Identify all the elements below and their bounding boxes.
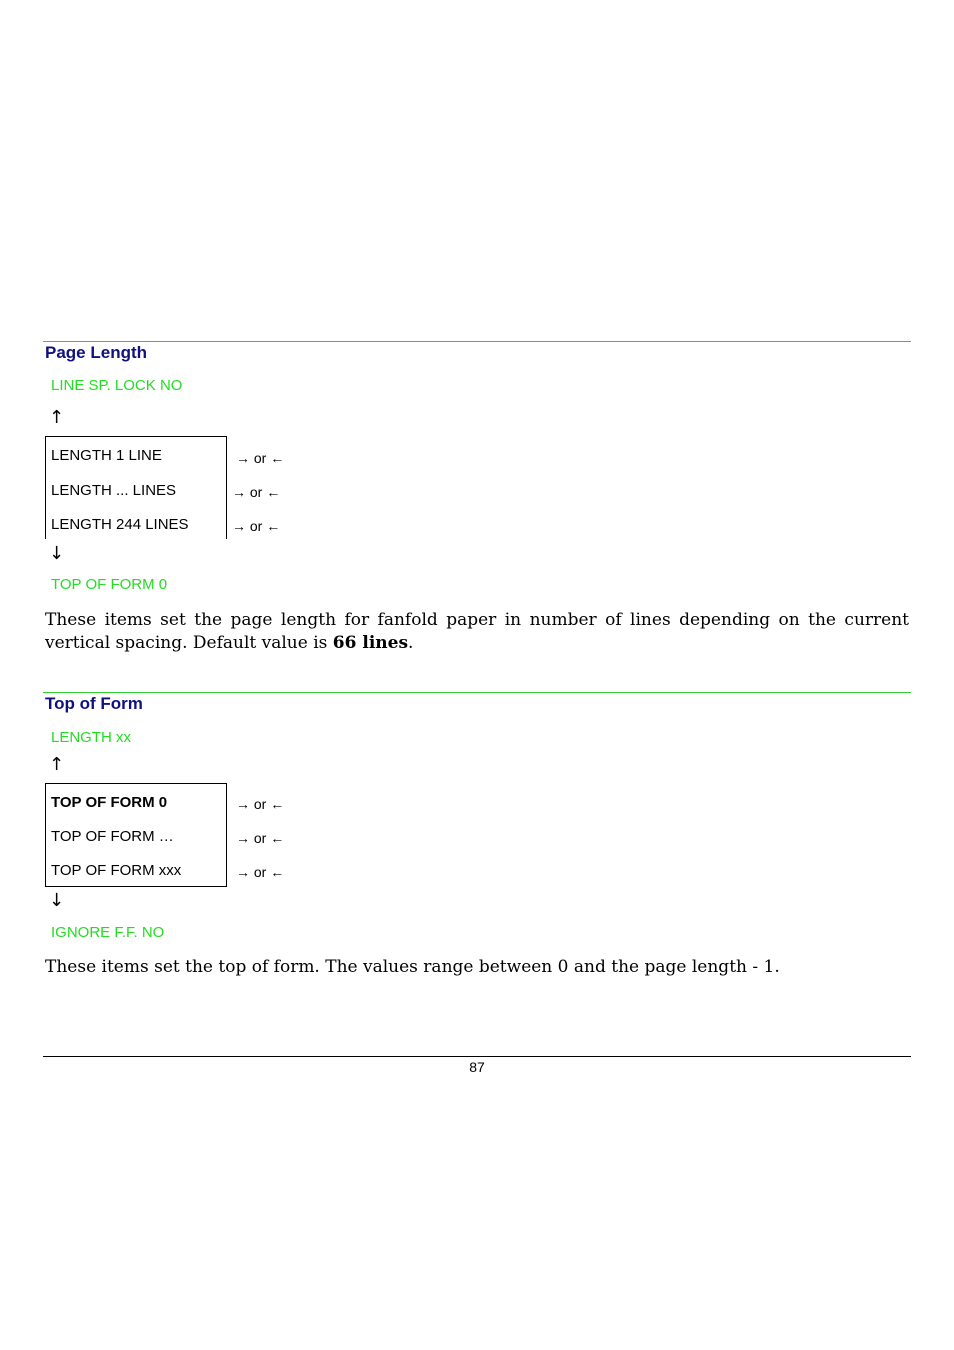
next-menu-item: IGNORE F.F. NO bbox=[51, 924, 165, 941]
section-heading-top-of-form: Top of Form bbox=[45, 694, 143, 713]
next-menu-item: TOP OF FORM 0 bbox=[51, 576, 168, 593]
up-arrow-icon: ↑ bbox=[49, 407, 65, 428]
section-divider-top-of-form bbox=[43, 692, 911, 693]
menu-option-length-244-lines: LENGTH 244 LINES bbox=[51, 516, 189, 533]
section-divider-page-length bbox=[43, 341, 911, 342]
navigation-arrows: → or ← bbox=[236, 796, 285, 812]
page-length-description: These items set the page length for fanfold paper in number of lines depending on the current vertical spacing. Default value is 66 lines. bbox=[45, 610, 909, 653]
navigation-arrows: → or ← bbox=[236, 830, 285, 846]
menu-option-top-of-form-xxx: TOP OF FORM xxx bbox=[51, 862, 182, 879]
menu-option-top-of-form-0: TOP OF FORM 0 bbox=[51, 794, 168, 811]
menu-option-top-of-form-ellipsis: TOP OF FORM … bbox=[51, 828, 174, 845]
footer-divider bbox=[43, 1056, 911, 1057]
down-arrow-icon: ↓ bbox=[49, 890, 65, 911]
default-value: 66 lines bbox=[332, 633, 409, 653]
navigation-arrows: → or ← bbox=[236, 450, 285, 466]
up-arrow-icon: ↑ bbox=[49, 754, 65, 775]
navigation-arrows: → or ← bbox=[232, 518, 281, 534]
section-heading-page-length: Page Length bbox=[45, 343, 148, 362]
previous-menu-item: LINE SP. LOCK NO bbox=[51, 377, 183, 394]
menu-option-length-lines: LENGTH ... LINES bbox=[51, 482, 177, 499]
previous-menu-item: LENGTH xx bbox=[51, 729, 132, 746]
down-arrow-icon: ↓ bbox=[49, 543, 65, 564]
top-of-form-description: These items set the top of form. The values range between 0 and the page length - 1. bbox=[45, 957, 780, 977]
navigation-arrows: → or ← bbox=[236, 864, 285, 880]
menu-option-length-1-line: LENGTH 1 LINE bbox=[51, 447, 162, 464]
navigation-arrows: → or ← bbox=[232, 484, 281, 500]
page-number: 87 bbox=[469, 1059, 485, 1075]
